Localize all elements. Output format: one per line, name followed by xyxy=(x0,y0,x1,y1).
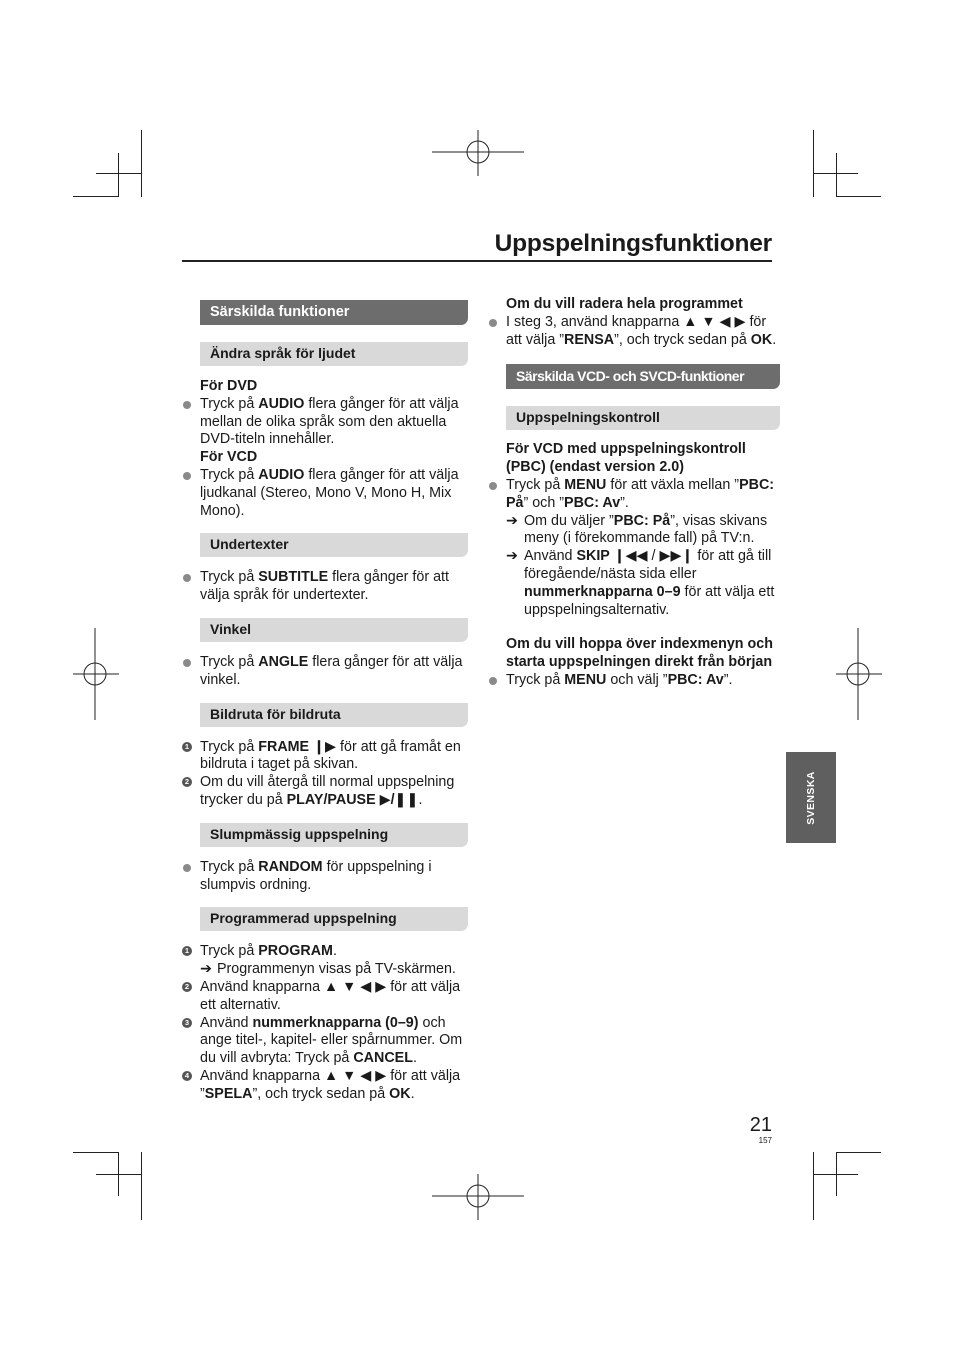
arrow-right-icon: ➔ xyxy=(506,512,518,529)
direction-arrows-icon: ▲ ▼ ◀ ▶ xyxy=(324,1067,387,1084)
section-heading-vcd-svcd: Särskilda VCD- och SVCD-funktioner xyxy=(506,364,780,389)
step-number-icon: 1 xyxy=(182,742,192,752)
list-item: Tryck på MENU för att växla mellan ”PBC: På” och ”PBC: Av”. xyxy=(488,477,780,513)
direction-arrows-icon: ▲ ▼ ◀ ▶ xyxy=(683,313,746,330)
skip-next-icon: ▶▶❙ xyxy=(659,548,694,565)
erase-heading: Om du vill radera hela programmet xyxy=(506,296,743,312)
frame-advance-icon: ❙▶ xyxy=(313,738,337,755)
list-item: 1 Tryck på FRAME ❙▶ för att gå framåt en bildruta i taget på skivan. xyxy=(182,739,468,775)
page-number: 21 xyxy=(749,1114,772,1136)
registration-mark-bottom xyxy=(432,1174,524,1220)
audio-block xyxy=(200,378,468,520)
registration-mark-right xyxy=(836,628,882,720)
list-item: Tryck på ANGLE flera gånger för att välja vinkel. xyxy=(182,654,468,690)
play-pause-icon: ▶/❚❚ xyxy=(379,791,419,808)
arrow-right-icon: ➔ xyxy=(200,961,212,978)
sub-item: ➔ Om du väljer ”PBC: På”, visas skivans meny (i förekommande fall) på TV:n. ➔ Använd SKIP ❙◀◀ / ▶▶❙ för att gå till föregående/nästa sida eller nummerknapparna 0–9 för att välja ett uppspelningsalternativ. xyxy=(506,512,775,618)
step-number-icon: 3 xyxy=(182,1018,192,1028)
section-heading-special-functions: Särskilda funktioner xyxy=(200,300,468,325)
step-number-icon: 2 xyxy=(182,777,192,787)
bullet-icon xyxy=(489,482,497,490)
bullet-icon xyxy=(489,677,497,685)
list-item: Tryck på RANDOM för uppspelning i slumpvis ordning. xyxy=(182,859,468,895)
vcd-label: För VCD xyxy=(200,449,258,466)
registration-mark-top xyxy=(432,130,524,176)
list-item: Tryck på AUDIO flera gånger för att välja ljudkanal (Stereo, Mono V, Mono H, Mix Mono). xyxy=(182,467,468,520)
subheading-angle: Vinkel xyxy=(200,618,468,642)
bullet-icon xyxy=(489,319,497,327)
list-item: 2 Om du vill återgå till normal uppspelning trycker du på PLAY/PAUSE ▶/❚❚. xyxy=(182,774,468,810)
step-number-icon: 2 xyxy=(182,982,192,992)
list-item: Tryck på AUDIO flera gånger för att välja mellan de olika språk som den aktuella DVD-titeln innehåller. xyxy=(182,396,468,449)
bullet-icon xyxy=(183,472,191,480)
step-number-icon: 4 xyxy=(182,1071,192,1081)
page-title: Uppspelningsfunktioner xyxy=(494,230,772,257)
subheading-playback-control: Uppspelningskontroll xyxy=(506,406,780,430)
list-item: Tryck på MENU och välj ”PBC: Av”. xyxy=(488,672,780,690)
step-number-icon: 1 xyxy=(182,946,192,956)
list-item: I steg 3, använd knapparna ▲ ▼ ◀ ▶ för att välja ”RENSA”, och tryck sedan på OK. xyxy=(488,314,780,350)
subheading-random-playback: Slumpmässig uppspelning xyxy=(200,823,468,847)
list-item: 2 Använd knapparna ▲ ▼ ◀ ▶ för att välja ett alternativ. xyxy=(182,979,468,1015)
subheading-programmed-playback: Programmerad uppspelning xyxy=(200,907,468,931)
pbc-intro: För VCD med uppspelningskontroll (PBC) (endast version 2.0) xyxy=(506,441,746,476)
list-item: 4 Använd knapparna ▲ ▼ ◀ ▶ för att välja ”SPELA”, och tryck sedan på OK. xyxy=(182,1068,468,1104)
title-rule xyxy=(182,260,772,262)
right-column xyxy=(488,296,780,690)
arrow-right-icon: ➔ xyxy=(506,548,518,565)
bullet-icon xyxy=(183,574,191,582)
language-tab: SVENSKA xyxy=(786,752,836,843)
bullet-icon xyxy=(183,659,191,667)
skip-index-heading: Om du vill hoppa över indexmenyn och starta uppspelningen direkt från början xyxy=(506,636,773,671)
dvd-label: För DVD xyxy=(200,378,258,394)
subheading-frame-by-frame: Bildruta för bildruta xyxy=(200,703,468,727)
subheading-audio-language: Ändra språk för ljudet xyxy=(200,342,468,366)
subheading-subtitles: Undertexter xyxy=(200,533,468,557)
skip-previous-icon: ❙◀◀ xyxy=(613,548,648,565)
registration-mark-left xyxy=(73,628,119,720)
list-item: Tryck på SUBTITLE flera gånger för att välja språk för undertexter. xyxy=(182,569,468,605)
bullet-icon xyxy=(183,401,191,409)
direction-arrows-icon: ▲ ▼ ◀ ▶ xyxy=(324,978,387,995)
list-item: 1 Tryck på PROGRAM. ➔ Programmenyn visas på TV-skärmen. xyxy=(182,943,468,979)
left-column xyxy=(182,300,468,1104)
list-item: 3 Använd nummerknapparna (0–9) och ange titel-, kapitel- eller spårnummer. Om du vill avbryta: Tryck på CANCEL. xyxy=(182,1015,468,1068)
bullet-icon xyxy=(183,864,191,872)
page-sub-number: 157 xyxy=(758,1136,772,1145)
